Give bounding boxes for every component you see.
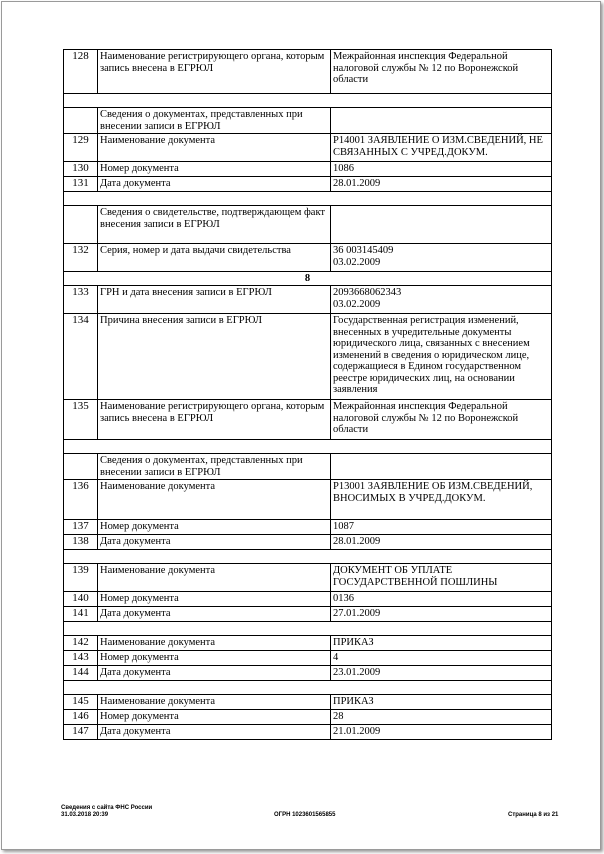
- row-label: Дата документа: [98, 666, 331, 681]
- row-label: Дата документа: [98, 535, 331, 550]
- spacer-cell: [64, 192, 552, 206]
- section-number-cell: [64, 108, 98, 134]
- row-number: 129: [64, 134, 98, 162]
- table-row: [64, 535, 552, 550]
- table-row: [64, 50, 552, 94]
- document-page: [1, 1, 601, 850]
- footer-source-line1: Сведения с сайта ФНС России: [61, 805, 153, 811]
- row-value: 36 003145409 03.02.2009: [331, 244, 552, 272]
- row-value: 2093668062343 03.02.2009: [331, 286, 552, 314]
- record-header-number: 8: [64, 272, 552, 286]
- row-number: 130: [64, 162, 98, 177]
- row-value: 0136: [331, 592, 552, 607]
- spacer-cell: [64, 440, 552, 454]
- row-value: ДОКУМЕНТ ОБ УПЛАТЕ ГОСУДАРСТВЕННОЙ ПОШЛИНЫ: [331, 564, 552, 592]
- row-number: 132: [64, 244, 98, 272]
- table-row: [64, 162, 552, 177]
- row-label: Наименование регистрирующего органа, которым запись внесена в ЕГРЮЛ: [98, 50, 331, 94]
- section-title: Сведения о документах, представленных при внесении записи в ЕГРЮЛ: [98, 454, 331, 480]
- section-title: Сведения о документах, представленных при внесении записи в ЕГРЮЛ: [98, 108, 331, 134]
- spacer-row: [64, 550, 552, 564]
- row-label: Наименование документа: [98, 564, 331, 592]
- row-value: 1087: [331, 520, 552, 535]
- row-label: Номер документа: [98, 520, 331, 535]
- footer-page-number: Страница 8 из 21: [508, 812, 559, 818]
- row-value: Государственная регистрация изменений, внесенных в учредительные документы юридического лица, связанных с внесением изменений в сведения о юридическом лице, содержащиеся в Едином государственном реестре юридических лиц, на основании заявления: [331, 314, 552, 400]
- spacer-cell: [64, 94, 552, 108]
- row-label: Наименование документа: [98, 695, 331, 710]
- row-label: Номер документа: [98, 162, 331, 177]
- row-number: 137: [64, 520, 98, 535]
- row-number: 142: [64, 636, 98, 651]
- spacer-cell: [64, 681, 552, 695]
- row-value: 1086: [331, 162, 552, 177]
- row-value: Межрайонная инспекция Федеральной налоговой службы № 12 по Воронежской области: [331, 50, 552, 94]
- row-number: 143: [64, 651, 98, 666]
- table-row: [64, 725, 552, 740]
- section-title: Сведения о свидетельстве, подтверждающем факт внесения записи в ЕГРЮЛ: [98, 206, 331, 244]
- footer-ogrn: ОГРН 1023601565855: [274, 812, 336, 818]
- row-number: 133: [64, 286, 98, 314]
- spacer-cell: [64, 622, 552, 636]
- row-number: 147: [64, 725, 98, 740]
- table-row: [64, 695, 552, 710]
- table-row: [64, 710, 552, 725]
- row-number: 144: [64, 666, 98, 681]
- section-number-cell: [64, 454, 98, 480]
- row-value: 23.01.2009: [331, 666, 552, 681]
- row-label: Серия, номер и дата выдачи свидетельства: [98, 244, 331, 272]
- spacer-row: [64, 681, 552, 695]
- row-value: ПРИКАЗ: [331, 636, 552, 651]
- spacer-row: [64, 622, 552, 636]
- row-number: 141: [64, 607, 98, 622]
- row-label: Наименование документа: [98, 134, 331, 162]
- row-value: 28.01.2009: [331, 535, 552, 550]
- row-label: Номер документа: [98, 592, 331, 607]
- row-value: 27.01.2009: [331, 607, 552, 622]
- record-header-row: [64, 272, 552, 286]
- table-row: [64, 636, 552, 651]
- spacer-cell: [64, 550, 552, 564]
- table-row: [64, 286, 552, 314]
- row-number: 146: [64, 710, 98, 725]
- section-value-cell: [331, 108, 552, 134]
- row-number: 134: [64, 314, 98, 400]
- row-number: 139: [64, 564, 98, 592]
- row-number: 131: [64, 177, 98, 192]
- row-value: Р13001 ЗАЯВЛЕНИЕ ОБ ИЗМ.СВЕДЕНИЙ, ВНОСИМЫХ В УЧРЕД.ДОКУМ.: [331, 480, 552, 520]
- section-header-row: [64, 454, 552, 480]
- table-row: [64, 134, 552, 162]
- row-value: 21.01.2009: [331, 725, 552, 740]
- table-row: [64, 564, 552, 592]
- row-label: Дата документа: [98, 725, 331, 740]
- spacer-row: [64, 94, 552, 108]
- egrul-records-table: [63, 49, 552, 740]
- table-row: [64, 666, 552, 681]
- row-label: Причина внесения записи в ЕГРЮЛ: [98, 314, 331, 400]
- table-row: [64, 607, 552, 622]
- row-label: Наименование регистрирующего органа, которым запись внесена в ЕГРЮЛ: [98, 400, 331, 440]
- row-value: Р14001 ЗАЯВЛЕНИЕ О ИЗМ.СВЕДЕНИЙ, НЕ СВЯЗАННЫХ С УЧРЕД.ДОКУМ.: [331, 134, 552, 162]
- table-row: [64, 244, 552, 272]
- row-label: Дата документа: [98, 607, 331, 622]
- table-row: [64, 314, 552, 400]
- table-row: [64, 480, 552, 520]
- footer-source-line2: 31.03.2018 20:39: [61, 812, 109, 818]
- spacer-row: [64, 192, 552, 206]
- row-value: 28: [331, 710, 552, 725]
- table-row: [64, 592, 552, 607]
- row-number: 128: [64, 50, 98, 94]
- row-number: 145: [64, 695, 98, 710]
- row-value: Межрайонная инспекция Федеральной налоговой службы № 12 по Воронежской области: [331, 400, 552, 440]
- row-value: ПРИКАЗ: [331, 695, 552, 710]
- row-label: Номер документа: [98, 710, 331, 725]
- row-value: 4: [331, 651, 552, 666]
- table-row: [64, 651, 552, 666]
- section-value-cell: [331, 206, 552, 244]
- table-row: [64, 177, 552, 192]
- table-row: [64, 400, 552, 440]
- row-label: Дата документа: [98, 177, 331, 192]
- table-row: [64, 520, 552, 535]
- row-number: 135: [64, 400, 98, 440]
- spacer-row: [64, 440, 552, 454]
- row-number: 140: [64, 592, 98, 607]
- row-number: 138: [64, 535, 98, 550]
- row-label: Наименование документа: [98, 636, 331, 651]
- section-header-row: [64, 108, 552, 134]
- section-value-cell: [331, 454, 552, 480]
- row-label: ГРН и дата внесения записи в ЕГРЮЛ: [98, 286, 331, 314]
- section-header-row: [64, 206, 552, 244]
- row-value: 28.01.2009: [331, 177, 552, 192]
- row-number: 136: [64, 480, 98, 520]
- row-label: Наименование документа: [98, 480, 331, 520]
- row-label: Номер документа: [98, 651, 331, 666]
- section-number-cell: [64, 206, 98, 244]
- footer-source: [61, 805, 152, 819]
